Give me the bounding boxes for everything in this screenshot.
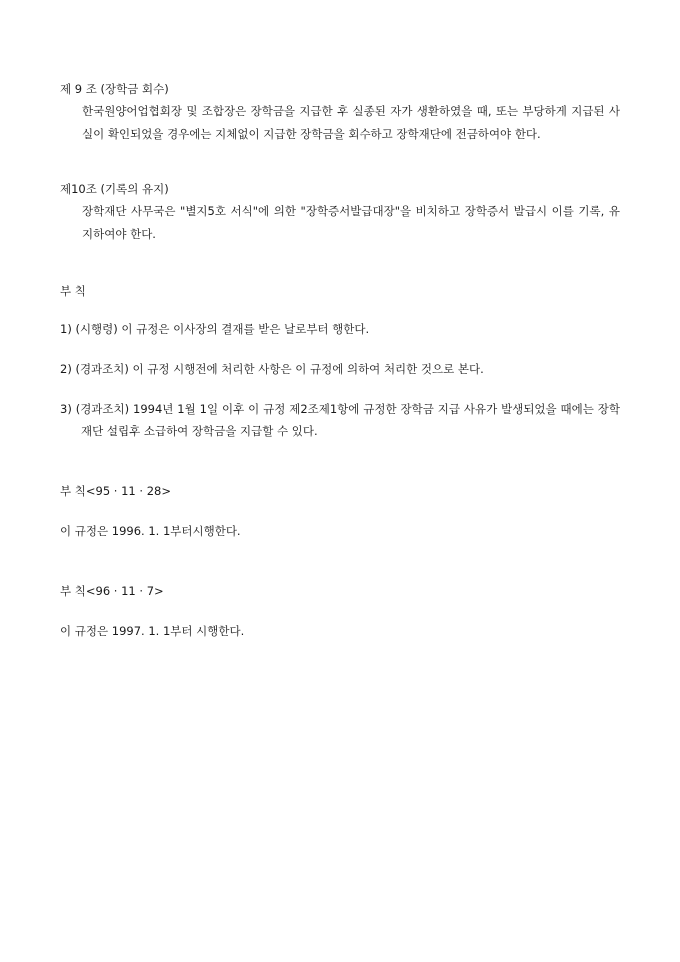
- supplementary-heading: [60, 280, 620, 302]
- amendment-1-heading-text: 부 칙<95 · 11 · 28>: [60, 484, 171, 498]
- supplementary-heading-text: 부 칙: [60, 284, 86, 298]
- supplementary-item-2-text: 2) (경과조치) 이 규정 시행전에 처리한 사항은 이 규정에 의하여 처리한 것으로 본다.: [60, 362, 484, 376]
- amendment-1-heading: [60, 480, 620, 502]
- article-9-heading: 제 9 조 (장학금 회수): [60, 82, 169, 96]
- amendment-2-text: [60, 620, 620, 642]
- amendment-1-text: [60, 520, 620, 542]
- article-9: [60, 78, 620, 145]
- article-10-heading: 제10조 (기록의 유지): [60, 182, 169, 196]
- article-10-body: 장학재단 사무국은 "별지5호 서식"에 의한 "장학증서발급대장"을 비치하고 장학증서 발급시 이를 기록, 유지하여야 한다.: [82, 204, 620, 241]
- supplementary-item-1: [60, 318, 620, 340]
- supplementary-item-3-text: 3) (경과조치) 1994년 1월 1일 이후 이 규정 제2조제1항에 규정한 장학금 지급 사유가 발생되었을 때에는 장학재단 설립후 소급하여 장학금을 지급할 수 있다.: [60, 402, 620, 438]
- article-9-body: 한국원양어업협회장 및 조합장은 장학금을 지급한 후 실종된 자가 생환하였을 때, 또는 부당하게 지급된 사실이 확인되었을 경우에는 지체없이 지급한 장학금을 회수하고 장학재단에 전금하여야 한다.: [82, 104, 620, 141]
- supplementary-item-2: [60, 358, 620, 380]
- article-10: [60, 178, 620, 245]
- supplementary-item-1-text: 1) (시행령) 이 규정은 이사장의 결재를 받은 날로부터 행한다.: [60, 322, 370, 336]
- amendment-2-heading: [60, 580, 620, 602]
- amendment-1-body: 이 규정은 1996. 1. 1부터시행한다.: [60, 524, 241, 538]
- supplementary-item-3: [60, 398, 620, 442]
- amendment-2-body: 이 규정은 1997. 1. 1부터 시행한다.: [60, 624, 245, 638]
- amendment-2-heading-text: 부 칙<96 · 11 · 7>: [60, 584, 164, 598]
